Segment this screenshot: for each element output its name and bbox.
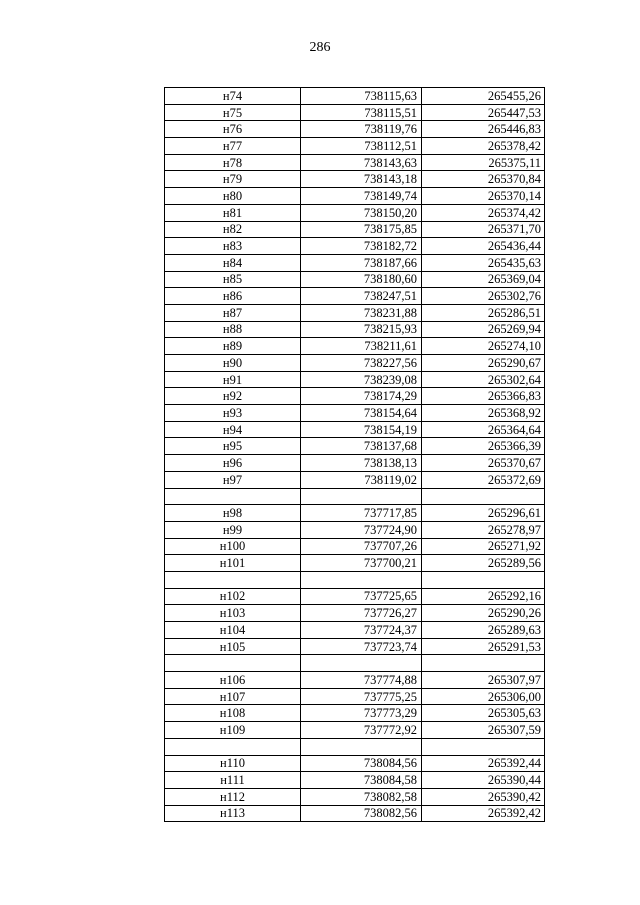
x-coordinate-cell: 738084,58 xyxy=(301,772,422,789)
table-row xyxy=(165,371,545,388)
table-row xyxy=(165,171,545,188)
point-name-cell: н97 xyxy=(165,471,301,488)
table-row xyxy=(165,154,545,171)
x-coordinate-cell: 738239,08 xyxy=(301,371,422,388)
point-name-cell: н107 xyxy=(165,688,301,705)
point-name-cell: н85 xyxy=(165,271,301,288)
x-coordinate-cell: 738154,64 xyxy=(301,405,422,422)
y-coordinate-cell: 265292,16 xyxy=(422,588,545,605)
point-name-cell: н100 xyxy=(165,538,301,555)
y-coordinate-cell: 265302,76 xyxy=(422,288,545,305)
table-row xyxy=(165,788,545,805)
point-name-cell: н91 xyxy=(165,371,301,388)
x-coordinate-cell: 738137,68 xyxy=(301,438,422,455)
point-name-cell: н86 xyxy=(165,288,301,305)
coordinates-table xyxy=(164,87,545,822)
point-name-cell: н74 xyxy=(165,88,301,105)
y-coordinate-cell: 265370,67 xyxy=(422,455,545,472)
y-coordinate-cell: 265289,63 xyxy=(422,622,545,639)
point-name-cell: н96 xyxy=(165,455,301,472)
y-coordinate-cell: 265291,53 xyxy=(422,638,545,655)
table-spacer-row xyxy=(165,571,545,588)
y-coordinate-cell: 265374,42 xyxy=(422,204,545,221)
point-name-cell: н94 xyxy=(165,421,301,438)
x-coordinate-cell: 738247,51 xyxy=(301,288,422,305)
y-coordinate-cell: 265302,64 xyxy=(422,371,545,388)
x-coordinate-cell: 738112,51 xyxy=(301,138,422,155)
y-coordinate-cell: 265289,56 xyxy=(422,555,545,572)
x-coordinate-cell: 737707,26 xyxy=(301,538,422,555)
table-row xyxy=(165,338,545,355)
page-number: 286 xyxy=(309,40,331,55)
point-name-cell: н101 xyxy=(165,555,301,572)
point-name-cell: н99 xyxy=(165,521,301,538)
y-coordinate-cell: 265455,26 xyxy=(422,88,545,105)
x-coordinate-cell: 737775,25 xyxy=(301,688,422,705)
y-coordinate-cell: 265446,83 xyxy=(422,121,545,138)
point-name-cell: н111 xyxy=(165,772,301,789)
x-coordinate-cell xyxy=(301,488,422,505)
point-name-cell: н75 xyxy=(165,104,301,121)
x-coordinate-cell: 738115,51 xyxy=(301,104,422,121)
x-coordinate-cell: 738143,18 xyxy=(301,171,422,188)
x-coordinate-cell xyxy=(301,571,422,588)
point-name-cell xyxy=(165,488,301,505)
x-coordinate-cell: 738082,58 xyxy=(301,788,422,805)
y-coordinate-cell: 265296,61 xyxy=(422,505,545,522)
point-name-cell: н82 xyxy=(165,221,301,238)
x-coordinate-cell: 738231,88 xyxy=(301,304,422,321)
point-name-cell: н76 xyxy=(165,121,301,138)
point-name-cell: н88 xyxy=(165,321,301,338)
table-row xyxy=(165,672,545,689)
y-coordinate-cell xyxy=(422,571,545,588)
y-coordinate-cell: 265370,14 xyxy=(422,188,545,205)
point-name-cell: н110 xyxy=(165,755,301,772)
y-coordinate-cell: 265392,44 xyxy=(422,755,545,772)
x-coordinate-cell: 738174,29 xyxy=(301,388,422,405)
table-row xyxy=(165,438,545,455)
y-coordinate-cell: 265436,44 xyxy=(422,238,545,255)
point-name-cell: н78 xyxy=(165,154,301,171)
y-coordinate-cell: 265274,10 xyxy=(422,338,545,355)
x-coordinate-cell: 738138,13 xyxy=(301,455,422,472)
point-name-cell: н109 xyxy=(165,722,301,739)
y-coordinate-cell: 265390,44 xyxy=(422,772,545,789)
point-name-cell: н104 xyxy=(165,622,301,639)
table-row xyxy=(165,221,545,238)
y-coordinate-cell: 265369,04 xyxy=(422,271,545,288)
table-row xyxy=(165,254,545,271)
x-coordinate-cell: 737724,37 xyxy=(301,622,422,639)
y-coordinate-cell: 265392,42 xyxy=(422,805,545,822)
x-coordinate-cell: 738211,61 xyxy=(301,338,422,355)
point-name-cell: н95 xyxy=(165,438,301,455)
x-coordinate-cell: 738084,56 xyxy=(301,755,422,772)
x-coordinate-cell: 738082,56 xyxy=(301,805,422,822)
table-row xyxy=(165,521,545,538)
point-name-cell: н93 xyxy=(165,405,301,422)
table-row xyxy=(165,238,545,255)
x-coordinate-cell: 737773,29 xyxy=(301,705,422,722)
y-coordinate-cell: 265435,63 xyxy=(422,254,545,271)
y-coordinate-cell: 265378,42 xyxy=(422,138,545,155)
table-row xyxy=(165,88,545,105)
x-coordinate-cell: 738143,63 xyxy=(301,154,422,171)
y-coordinate-cell: 265306,00 xyxy=(422,688,545,705)
x-coordinate-cell: 738154,19 xyxy=(301,421,422,438)
point-name-cell: н81 xyxy=(165,204,301,221)
x-coordinate-cell: 737772,92 xyxy=(301,722,422,739)
point-name-cell: н98 xyxy=(165,505,301,522)
y-coordinate-cell xyxy=(422,655,545,672)
x-coordinate-cell: 738215,93 xyxy=(301,321,422,338)
y-coordinate-cell: 265290,26 xyxy=(422,605,545,622)
y-coordinate-cell: 265370,84 xyxy=(422,171,545,188)
table-row xyxy=(165,555,545,572)
y-coordinate-cell: 265366,39 xyxy=(422,438,545,455)
x-coordinate-cell: 737774,88 xyxy=(301,672,422,689)
y-coordinate-cell: 265286,51 xyxy=(422,304,545,321)
point-name-cell: н90 xyxy=(165,355,301,372)
point-name-cell: н79 xyxy=(165,171,301,188)
table-row xyxy=(165,722,545,739)
point-name-cell xyxy=(165,738,301,755)
x-coordinate-cell: 738175,85 xyxy=(301,221,422,238)
table-row xyxy=(165,538,545,555)
x-coordinate-cell: 738150,20 xyxy=(301,204,422,221)
y-coordinate-cell: 265307,97 xyxy=(422,672,545,689)
table-row xyxy=(165,304,545,321)
table-row xyxy=(165,204,545,221)
table-row xyxy=(165,605,545,622)
point-name-cell: н112 xyxy=(165,788,301,805)
table-row xyxy=(165,355,545,372)
point-name-cell: н102 xyxy=(165,588,301,605)
y-coordinate-cell: 265390,42 xyxy=(422,788,545,805)
x-coordinate-cell: 738182,72 xyxy=(301,238,422,255)
y-coordinate-cell: 265372,69 xyxy=(422,471,545,488)
table-row xyxy=(165,588,545,605)
y-coordinate-cell: 265305,63 xyxy=(422,705,545,722)
x-coordinate-cell: 738119,76 xyxy=(301,121,422,138)
table-row xyxy=(165,138,545,155)
table-row xyxy=(165,321,545,338)
y-coordinate-cell xyxy=(422,488,545,505)
table-row xyxy=(165,388,545,405)
table-row xyxy=(165,805,545,822)
table-row xyxy=(165,455,545,472)
point-name-cell: н105 xyxy=(165,638,301,655)
point-name-cell: н108 xyxy=(165,705,301,722)
x-coordinate-cell: 738227,56 xyxy=(301,355,422,372)
y-coordinate-cell: 265368,92 xyxy=(422,405,545,422)
point-name-cell: н83 xyxy=(165,238,301,255)
x-coordinate-cell: 738180,60 xyxy=(301,271,422,288)
x-coordinate-cell: 737717,85 xyxy=(301,505,422,522)
table-row xyxy=(165,121,545,138)
point-name-cell: н84 xyxy=(165,254,301,271)
x-coordinate-cell: 737724,90 xyxy=(301,521,422,538)
table-row xyxy=(165,705,545,722)
x-coordinate-cell: 737726,27 xyxy=(301,605,422,622)
table-row xyxy=(165,188,545,205)
point-name-cell: н77 xyxy=(165,138,301,155)
y-coordinate-cell: 265364,64 xyxy=(422,421,545,438)
table-row xyxy=(165,505,545,522)
table-row xyxy=(165,405,545,422)
table-row xyxy=(165,688,545,705)
y-coordinate-cell xyxy=(422,738,545,755)
table-row xyxy=(165,421,545,438)
x-coordinate-cell: 738187,66 xyxy=(301,254,422,271)
table-row xyxy=(165,755,545,772)
y-coordinate-cell: 265375,11 xyxy=(422,154,545,171)
table-row xyxy=(165,638,545,655)
y-coordinate-cell: 265278,97 xyxy=(422,521,545,538)
coordinates-table-body xyxy=(165,88,545,822)
point-name-cell: н80 xyxy=(165,188,301,205)
table-spacer-row xyxy=(165,738,545,755)
point-name-cell: н106 xyxy=(165,672,301,689)
y-coordinate-cell: 265269,94 xyxy=(422,321,545,338)
x-coordinate-cell: 737723,74 xyxy=(301,638,422,655)
y-coordinate-cell: 265271,92 xyxy=(422,538,545,555)
table-row xyxy=(165,471,545,488)
table-row xyxy=(165,271,545,288)
x-coordinate-cell xyxy=(301,655,422,672)
table-row xyxy=(165,104,545,121)
y-coordinate-cell: 265307,59 xyxy=(422,722,545,739)
y-coordinate-cell: 265366,83 xyxy=(422,388,545,405)
y-coordinate-cell: 265447,53 xyxy=(422,104,545,121)
point-name-cell xyxy=(165,571,301,588)
point-name-cell: н113 xyxy=(165,805,301,822)
point-name-cell: н87 xyxy=(165,304,301,321)
x-coordinate-cell: 737725,65 xyxy=(301,588,422,605)
table-spacer-row xyxy=(165,488,545,505)
x-coordinate-cell: 738115,63 xyxy=(301,88,422,105)
y-coordinate-cell: 265371,70 xyxy=(422,221,545,238)
table-row xyxy=(165,288,545,305)
table-row xyxy=(165,772,545,789)
table-row xyxy=(165,622,545,639)
x-coordinate-cell xyxy=(301,738,422,755)
x-coordinate-cell: 738149,74 xyxy=(301,188,422,205)
x-coordinate-cell: 738119,02 xyxy=(301,471,422,488)
table-spacer-row xyxy=(165,655,545,672)
point-name-cell: н103 xyxy=(165,605,301,622)
y-coordinate-cell: 265290,67 xyxy=(422,355,545,372)
point-name-cell xyxy=(165,655,301,672)
point-name-cell: н89 xyxy=(165,338,301,355)
x-coordinate-cell: 737700,21 xyxy=(301,555,422,572)
point-name-cell: н92 xyxy=(165,388,301,405)
